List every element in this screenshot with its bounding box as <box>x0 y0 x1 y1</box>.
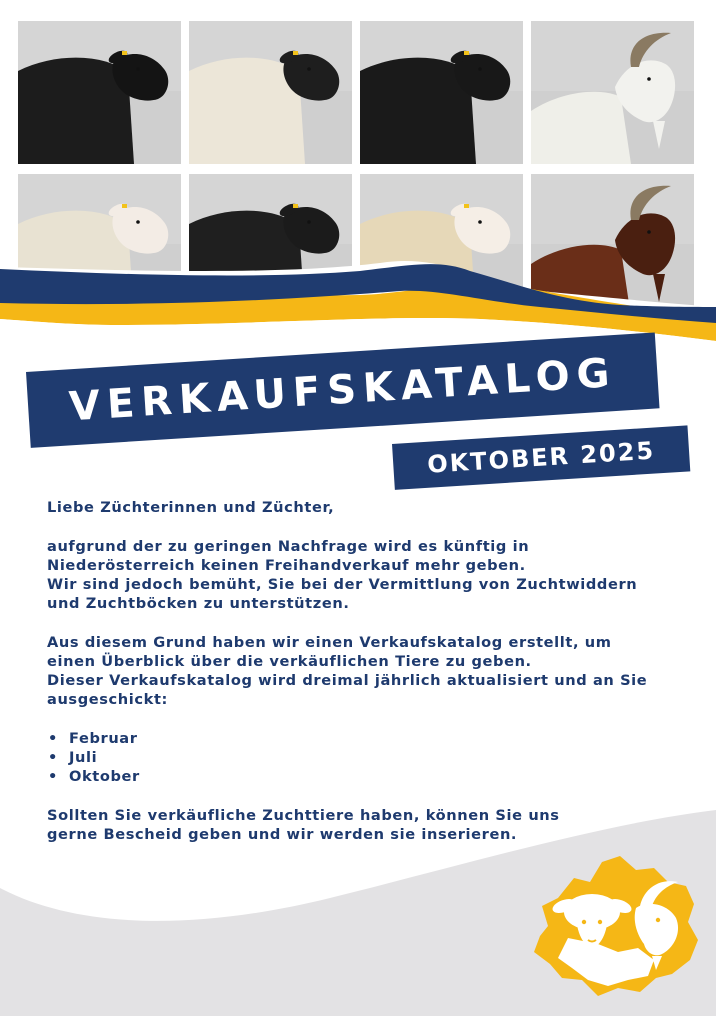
bullet-icon: • <box>48 749 58 766</box>
paragraph-line: Dieser Verkaufskatalog wird dreimal jährlich aktualisiert und an Sie <box>47 672 648 689</box>
greeting: Liebe Züchterinnen und Züchter, <box>47 499 335 516</box>
association-logo <box>528 848 704 998</box>
black-longwool-sheep-photo <box>360 21 523 164</box>
intro-letter <box>47 498 687 844</box>
paragraph-line: aufgrund der zu geringen Nachfrage wird es künftig in <box>47 538 530 555</box>
paragraph-line: ausgeschickt: <box>47 691 168 708</box>
closing-line: gerne Bescheid geben und wir werden sie inserieren. <box>47 826 518 843</box>
white-goat-photo <box>531 21 694 164</box>
paragraph-line: Wir sind jedoch bemüht, Sie bei der Vermittlung von Zuchtwiddern <box>47 576 638 593</box>
catalog-edition: OKTOBER 2025 <box>426 436 656 479</box>
white-sheep-black-face-photo <box>189 21 352 164</box>
list-item: • Februar <box>48 730 138 747</box>
bullet-icon: • <box>48 730 58 747</box>
list-item: • Juli <box>48 749 98 766</box>
bullet-icon: • <box>48 768 58 785</box>
catalog-title: VERKAUFSKATALOG <box>67 349 618 431</box>
paragraph-line: Niederösterreich keinen Freihandverkauf mehr geben. <box>47 557 526 574</box>
black-sheep-photo <box>18 21 181 164</box>
paragraph-line: Aus diesem Grund haben wir einen Verkaufskatalog erstellt, um <box>47 634 612 651</box>
closing-line: Sollten Sie verkäufliche Zuchttiere haben, können Sie uns <box>47 807 560 824</box>
list-item: • Oktober <box>48 768 140 785</box>
paragraph-line: einen Überblick über die verkäuflichen Tiere zu geben. <box>47 653 532 670</box>
paragraph-line: und Zuchtböcken zu unterstützen. <box>47 595 350 612</box>
month-list <box>47 729 687 786</box>
subtitle-banner <box>392 425 690 489</box>
